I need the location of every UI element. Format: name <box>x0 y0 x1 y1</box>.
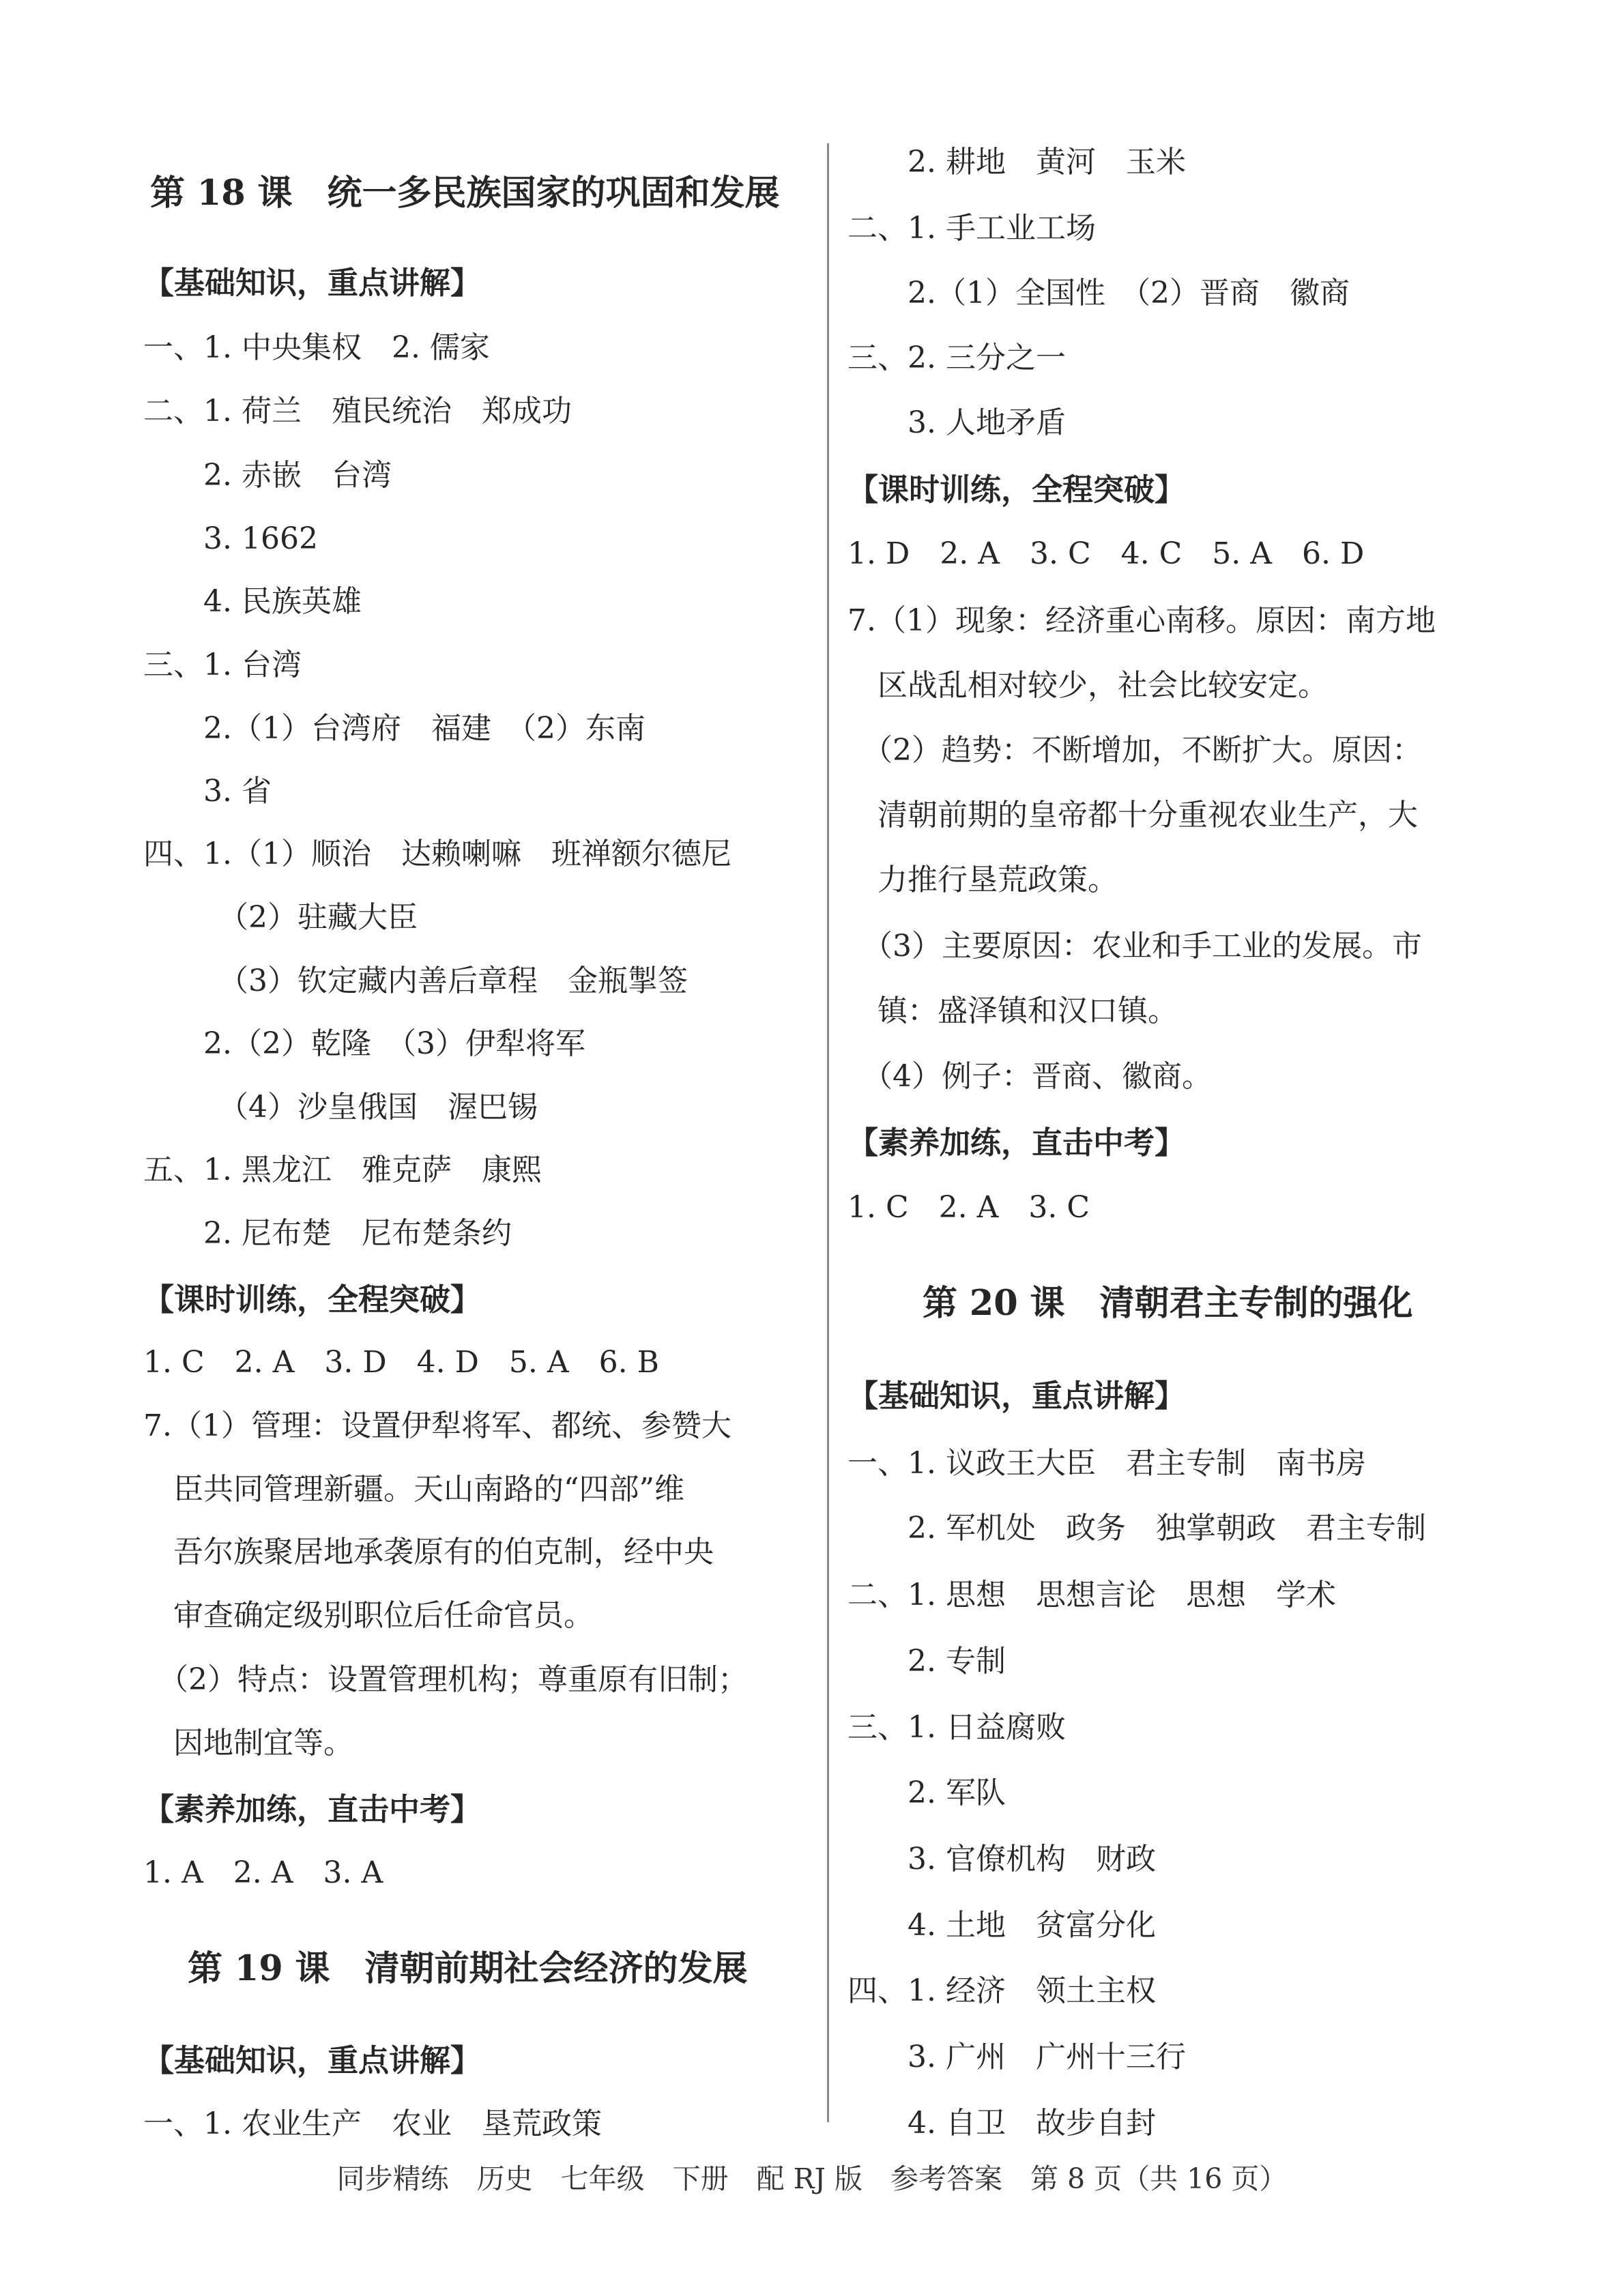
answer-line: 4. 民族英雄 <box>143 584 362 619</box>
section-header: 【素养加练，直击中考】 <box>143 1791 482 1827</box>
section-header: 【基础知识，重点讲解】 <box>143 265 482 301</box>
answer-line: 吾尔族聚居地承袭原有的伯克制，经中央 <box>143 1535 714 1569</box>
answer-line: 2. 军机处 政务 独掌朝政 君主专制 <box>847 1511 1426 1546</box>
answer-line: （3）钦定藏内善后章程 金瓶掣签 <box>143 963 688 998</box>
section-header: 【基础知识，重点讲解】 <box>143 2042 482 2078</box>
section-header: 【素养加练，直击中考】 <box>847 1125 1186 1161</box>
answer-line: 3. 省 <box>143 774 272 809</box>
answer-line: 3. 广州 广州十三行 <box>847 2040 1186 2074</box>
section-header: 【基础知识，重点讲解】 <box>847 1378 1186 1414</box>
answer-line: 2. 赤嵌 台湾 <box>143 458 392 493</box>
lesson-title: 第 19 课 清朝前期社会经济的发展 <box>188 1948 748 1989</box>
lesson-title: 第 20 课 清朝君主专制的强化 <box>923 1283 1413 1324</box>
answer-line: 3. 人地矛盾 <box>847 405 1066 440</box>
answer-line: 镇：盛泽镇和汉口镇。 <box>847 994 1178 1028</box>
answer-line: 因地制宜等。 <box>143 1726 353 1760</box>
answer-line: （4）例子：晋商、徽商。 <box>847 1059 1212 1094</box>
answer-line: （4）沙皇俄国 渥巴锡 <box>143 1090 538 1125</box>
answer-line: 7.（1）管理：设置伊犁将军、都统、参赞大 <box>143 1408 731 1443</box>
answer-line: 7.（1）现象：经济重心南移。原因：南方地 <box>847 603 1436 638</box>
answer-line: 二、1. 思想 思想言论 思想 学术 <box>847 1578 1336 1612</box>
section-header: 【课时训练，全程突破】 <box>143 1281 482 1318</box>
answer-line: （2）趋势：不断增加，不断扩大。原因： <box>847 733 1422 768</box>
answer-line: 清朝前期的皇帝都十分重视农业生产，大 <box>847 798 1418 832</box>
answer-line: 二、1. 手工业工场 <box>847 211 1096 246</box>
answer-line: 4. 自卫 故步自封 <box>847 2106 1156 2141</box>
section-header: 【课时训练，全程突破】 <box>847 472 1186 508</box>
answer-line: 1. C 2. A 3. D 4. D 5. A 6. B <box>143 1345 659 1380</box>
answer-line: 2.（2）乾隆 （3）伊犁将军 <box>143 1026 585 1061</box>
answer-line: 2. 军队 <box>847 1776 1006 1810</box>
answer-line: 三、1. 日益腐败 <box>847 1710 1066 1745</box>
answer-line: 一、1. 议政王大臣 君主专制 南书房 <box>847 1446 1366 1481</box>
answer-line: 2. 专制 <box>847 1644 1006 1679</box>
answer-line: 二、1. 荷兰 殖民统治 郑成功 <box>143 394 572 429</box>
answer-line: 审查确定级别职位后任命官员。 <box>143 1598 594 1633</box>
answer-line: 四、1. 经济 领土主权 <box>847 1973 1156 2008</box>
page-footer: 同步精练 历史 七年级 下册 配 RJ 版 参考答案 第 8 页（共 16 页） <box>336 2162 1288 2195</box>
answer-line: 一、1. 农业生产 农业 垦荒政策 <box>143 2106 602 2141</box>
answer-line: 1. D 2. A 3. C 4. C 5. A 6. D <box>847 536 1365 571</box>
answer-line: 力推行垦荒政策。 <box>847 863 1118 897</box>
answer-line: 区战乱相对较少，社会比较安定。 <box>847 668 1328 703</box>
answer-line: 2. 尼布楚 尼布楚条约 <box>143 1216 512 1251</box>
answer-line: （2）特点：设置管理机构；尊重原有旧制； <box>143 1662 748 1697</box>
answer-line: 臣共同管理新疆。天山南路的“四部”维 <box>143 1472 684 1507</box>
answer-line: 4. 土地 贫富分化 <box>847 1908 1156 1943</box>
answer-line: 2.（1）台湾府 福建 （2）东南 <box>143 711 646 746</box>
answer-line: 1. C 2. A 3. C <box>847 1190 1090 1225</box>
answer-line: （2）驻藏大臣 <box>143 900 418 935</box>
right-column <box>834 0 1624 2275</box>
lesson-title: 第 18 课 统一多民族国家的巩固和发展 <box>150 173 780 214</box>
answer-line: 3. 官僚机构 财政 <box>847 1842 1156 1876</box>
column-divider <box>827 143 829 2122</box>
answer-line: 3. 1662 <box>143 521 318 556</box>
answer-line: 三、1. 台湾 <box>143 648 302 682</box>
answer-line: 2.（1）全国性 （2）晋商 徽商 <box>847 276 1350 310</box>
answer-line: 一、1. 中央集权 2. 儒家 <box>143 330 490 365</box>
answer-line: 五、1. 黑龙江 雅克萨 康熙 <box>143 1153 542 1187</box>
answer-line: 2. 耕地 黄河 玉米 <box>847 145 1186 179</box>
answer-line: 三、2. 三分之一 <box>847 340 1066 375</box>
answer-line: （3）主要原因：农业和手工业的发展。市 <box>847 929 1422 963</box>
answer-line: 四、1.（1）顺治 达赖喇嘛 班禅额尔德尼 <box>143 837 731 871</box>
answer-line: 1. A 2. A 3. A <box>143 1855 383 1890</box>
